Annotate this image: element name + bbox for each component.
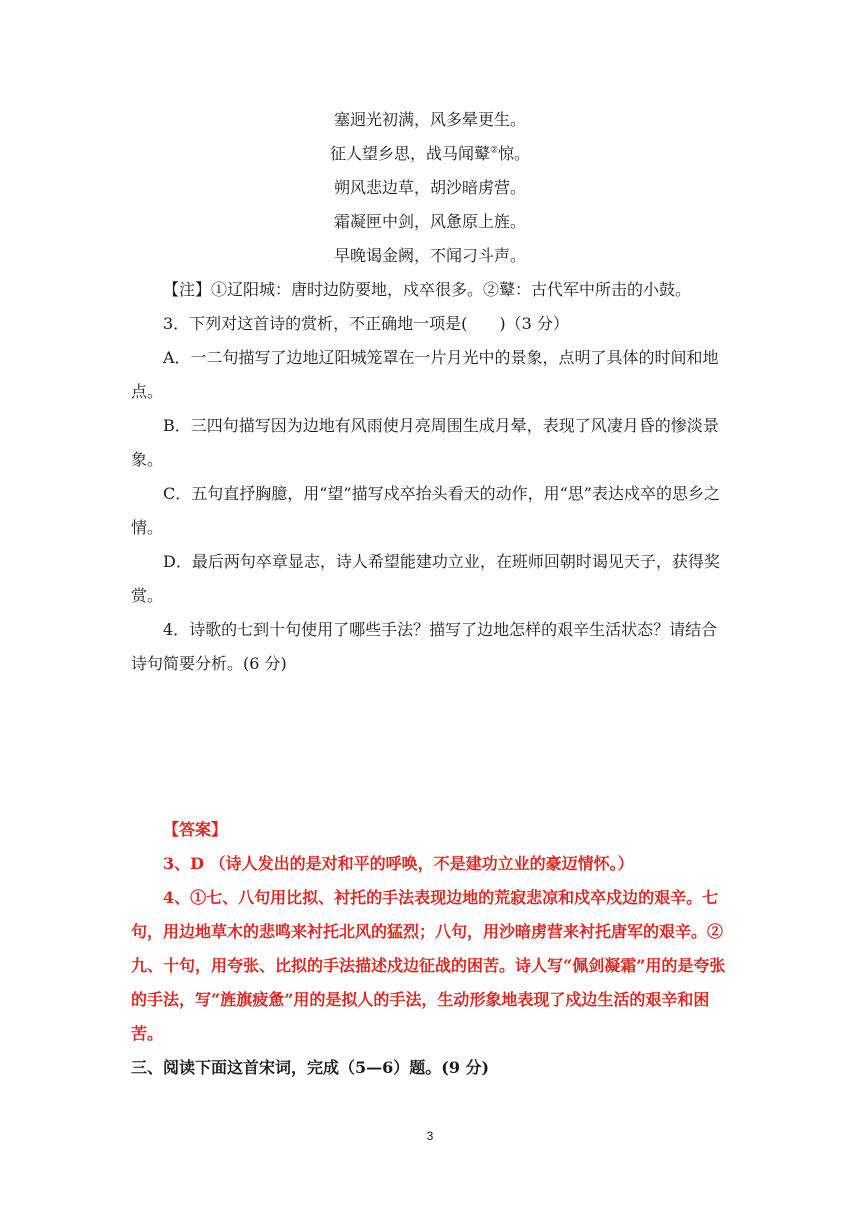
question-3-option-c: C．五句直抒胸臆，用“望”描写戍卒抬头看天的动作，用“思”表达戍卒的思乡之情。	[131, 484, 720, 537]
poem-line: 朔风悲边草，胡沙暗虏营。	[333, 178, 526, 197]
page-number: 3	[426, 1129, 434, 1143]
poem-line: 塞迥光初满，风多晕更生。	[333, 110, 526, 129]
question-3-option-a: A．一二句描写了边地辽阳城笼罩在一片月光中的景象，点明了具体的时间和地点。	[131, 348, 719, 401]
answer-heading: 【答案】	[163, 820, 228, 839]
question-4: 4．诗歌的七到十句使用了哪些手法？描写了边地怎样的艰辛生活状态？请结合诗句简要分析。(6 分)	[131, 620, 718, 673]
section-3-heading: 三、阅读下面这首宋词，完成（5—6）题。(9 分)	[131, 1058, 490, 1077]
answer-3: 3、D （诗人发出的是对和平的呼唤，不是建功立业的豪迈情怀。）	[163, 854, 634, 873]
poem-line	[0, 137, 860, 171]
poem-line-text: 征人望乡思，战马闻鼙	[329, 144, 490, 163]
question-3-option-d: D．最后两句卒章显志，诗人希望能建功立业，在班师回朝时谒见天子，获得奖赏。	[131, 552, 720, 605]
poem-line-text: 惊。	[498, 144, 531, 163]
answer-4: 4、①七、八句用比拟、衬托的手法表现边地的荒寂悲凉和戍卒戍边的艰辛。七句，用边地草木的悲鸣来衬托北风的猛烈；八句，用沙暗虏营来衬托唐军的艰辛。②九、十句，用夸张、比拟的手法描述戍边征战的困苦。诗人写“佩剑凝霜”用的是夸张的手法，写“旌旗疲惫”用的是拟人的手法，生动形象地表现了戍边生活的艰辛和困苦。	[131, 888, 726, 1043]
poem-note: 【注】①辽阳城：唐时边防要地，戍卒很多。②鼙：古代军中所击的小鼓。	[163, 280, 692, 299]
poem-line: 早晚谒金阙，不闻刁斗声。	[333, 246, 526, 265]
footnote-marker: ②	[489, 145, 499, 156]
poem-line: 霜凝匣中剑，风惫原上旌。	[333, 212, 526, 231]
poem	[0, 103, 860, 273]
question-3-stem: 3．下列对这首诗的赏析，不正确地一项是( )（3 分）	[163, 314, 569, 333]
question-3-option-b: B．三四句描写因为边地有风雨使月亮周围生成月晕，表现了风凄月昏的惨淡景象。	[131, 416, 719, 469]
